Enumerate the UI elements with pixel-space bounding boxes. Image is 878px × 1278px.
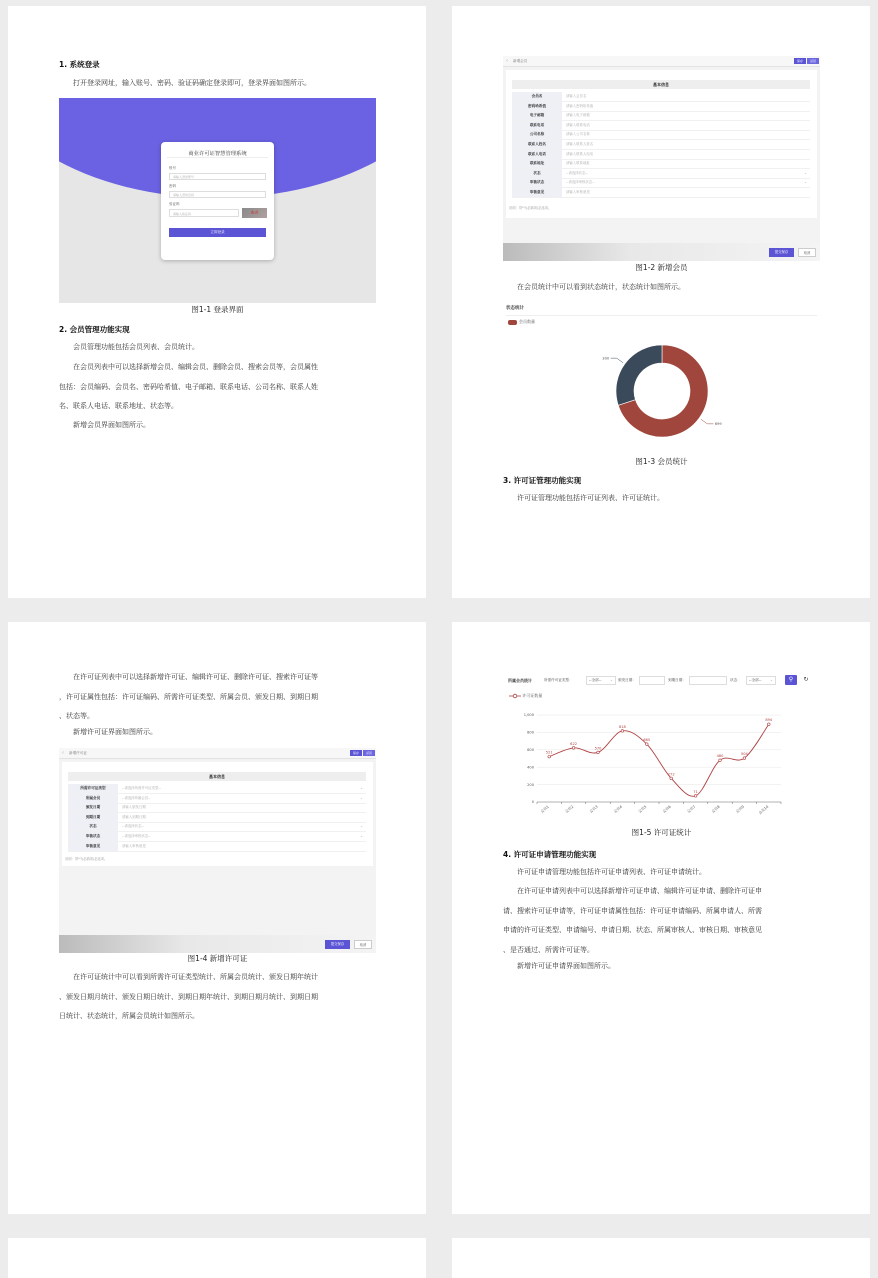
section-4-text-3: 新增许可证申请界面如图所示。 bbox=[517, 962, 615, 970]
data-label: 521 bbox=[545, 750, 553, 755]
field-select[interactable]: --请选择审核状态-- ⌄ bbox=[118, 832, 366, 841]
field-input[interactable]: 请输入联系地址 bbox=[566, 161, 590, 166]
x-tick-label: 会员5 bbox=[637, 804, 648, 814]
data-label: 818 bbox=[618, 724, 626, 729]
form-row bbox=[512, 130, 810, 140]
field-input[interactable]: 请输入颁发日期 bbox=[122, 805, 146, 810]
account-label: 账号 bbox=[169, 166, 176, 170]
field-label: 会员名 bbox=[512, 92, 562, 101]
data-label: 504 bbox=[740, 752, 748, 757]
section-3-text: 许可证管理功能包括许可证列表、许可证统计。 bbox=[517, 494, 664, 502]
form-row bbox=[512, 159, 810, 169]
section-2-text-1: 会员管理功能包括会员列表、会员统计。 bbox=[73, 343, 199, 351]
data-label: 622 bbox=[570, 741, 578, 746]
field-label: 联系地址 bbox=[512, 159, 562, 168]
field-label: 联系人姓名 bbox=[512, 140, 562, 149]
filter-expire-label: 到期日期： bbox=[668, 678, 686, 682]
chevron-down-icon: ⌄ bbox=[804, 170, 807, 175]
cancel-button[interactable]: 取消 bbox=[354, 940, 372, 949]
form-row bbox=[68, 822, 366, 832]
field-label: 到期日期 bbox=[68, 813, 118, 822]
section-2-text-3: 新增会员界面如图所示。 bbox=[73, 421, 150, 429]
field-input[interactable]: 请输入密码哈希值 bbox=[566, 103, 594, 108]
x-tick-label: 会员4 bbox=[613, 804, 624, 814]
line-legend: 许可证数量 bbox=[509, 693, 542, 699]
topbar-save-button[interactable]: 保存 bbox=[350, 750, 362, 756]
series-line bbox=[549, 724, 769, 796]
field-label: 电子邮箱 bbox=[512, 111, 562, 120]
form-row bbox=[68, 803, 366, 813]
field-input[interactable]: 请输入审核意见 bbox=[566, 190, 590, 194]
pie-label-line bbox=[701, 419, 713, 424]
field-select[interactable]: --请选择状态-- ⌄ bbox=[118, 822, 366, 831]
refresh-icon[interactable]: ↻ bbox=[803, 676, 809, 683]
x-tick-label: 会员6 bbox=[662, 804, 672, 814]
data-point bbox=[597, 751, 600, 754]
field-input[interactable]: 请输入联系电话 bbox=[566, 122, 590, 127]
figure-1-2-caption: 图1-2 新增会员 bbox=[635, 263, 688, 272]
topbar-back-button[interactable]: 返回 bbox=[363, 750, 375, 756]
add-license-intro: 新增许可证界面如图所示。 bbox=[73, 728, 157, 736]
x-tick-label: 会员2 bbox=[564, 804, 575, 814]
member-form-panel bbox=[506, 70, 817, 218]
x-tick-label: 会员7 bbox=[686, 804, 697, 814]
chart-heading: 状态统计 bbox=[506, 306, 524, 311]
field-label: 联系电话 bbox=[512, 121, 562, 130]
add-license-topbar: ‹ 新增许可证 保存 返回 bbox=[59, 748, 376, 759]
license-list-text: 在许可证列表中可以选择新增许可证、编辑许可证、删除许可证、搜索许可证等 ，许可证属性包括：许可证编码、所需许可证类型、所属会员、颁发日期、到期日期 、状态等。 bbox=[59, 673, 318, 720]
member-stats-intro: 在会员统计中可以看到状态统计，状态统计如图所示。 bbox=[517, 283, 685, 291]
x-tick-label: 会员8 bbox=[710, 804, 721, 814]
form-row bbox=[512, 169, 810, 179]
form-row bbox=[68, 813, 366, 823]
field-label: 密码哈希值 bbox=[512, 102, 562, 111]
data-point bbox=[646, 743, 649, 746]
form-row bbox=[68, 794, 366, 804]
password-label: 密码 bbox=[169, 184, 176, 188]
form-hint: 说明：带*为必填项/必选项。 bbox=[65, 857, 108, 861]
y-tick-label: 0 bbox=[531, 800, 534, 805]
y-tick-label: 800 bbox=[527, 730, 534, 735]
pie-data-label: 300 bbox=[602, 356, 610, 361]
field-input[interactable]: 请输入电子邮箱 bbox=[566, 113, 590, 118]
field-label: 审核意见 bbox=[512, 188, 562, 197]
captcha-image[interactable]: 4nX bbox=[242, 208, 267, 218]
field-label: 颁发日期 bbox=[68, 803, 118, 812]
login-system-title: 商业许可证智慧管理系统 bbox=[188, 151, 247, 157]
form-row bbox=[512, 140, 810, 150]
section-4-text-2: 在许可证申请列表中可以选择新增许可证申请、编辑许可证申请、删除许可证申 请、搜索许可证申请等，许可证申请属性包括：许可证申请编码、所属申请人、所需 申请的许可证类型、申请编号、申请日期、状态、所属审核人、审核日期、审核意见 、是否通过、所需许可证等。 bbox=[503, 887, 762, 954]
captcha-input[interactable]: 请输入验证码 bbox=[169, 209, 239, 217]
line-chart bbox=[503, 672, 820, 827]
field-select[interactable]: --请选择状态-- ⌄ bbox=[562, 169, 810, 178]
y-tick-label: 1,000 bbox=[523, 713, 534, 718]
document-page-2 bbox=[452, 6, 870, 598]
form-row bbox=[512, 121, 810, 131]
data-point bbox=[768, 723, 771, 726]
chevron-down-icon: ⌄ bbox=[609, 678, 613, 682]
document-page-1 bbox=[8, 6, 426, 598]
form-row bbox=[512, 178, 810, 188]
form-row bbox=[512, 188, 810, 198]
field-select[interactable]: --请选择审核状态-- ⌄ bbox=[562, 178, 810, 187]
license-form-panel bbox=[62, 762, 373, 866]
field-input[interactable]: 请输入联系人电话 bbox=[566, 151, 594, 156]
filter-issue-label: 颁发日期： bbox=[618, 678, 636, 682]
topbar-back-button[interactable]: 返回 bbox=[807, 58, 819, 64]
data-label: 570 bbox=[594, 746, 602, 751]
field-input[interactable]: 请输入联系人姓名 bbox=[566, 142, 594, 146]
submit-save-button[interactable]: 提交保存 bbox=[769, 248, 794, 257]
form-hint: 说明：带*为必填项/必选项。 bbox=[509, 206, 552, 210]
document-page-3 bbox=[8, 622, 426, 1214]
section-4-heading: 4. 许可证申请管理功能实现 bbox=[503, 850, 597, 859]
password-input[interactable]: 请输入登录密码 bbox=[169, 191, 266, 198]
data-label: 71 bbox=[693, 789, 698, 794]
filter-type-select[interactable]: --全部-- ⌄ bbox=[586, 676, 616, 685]
field-label: 公司名称 bbox=[512, 130, 562, 139]
field-input[interactable]: 请输入公司名称 bbox=[566, 132, 590, 137]
captcha-label: 验证码 bbox=[169, 202, 180, 206]
data-point bbox=[572, 747, 575, 750]
data-label: 272 bbox=[667, 772, 675, 777]
login-button[interactable]: 立即登录 bbox=[169, 228, 266, 237]
field-label: 所属会员 bbox=[68, 794, 118, 803]
form-row bbox=[68, 832, 366, 842]
field-input[interactable]: 请输入会员名 bbox=[566, 94, 587, 98]
section-2-text-2: 在会员列表中可以选择新增会员、编辑会员、删除会员、搜索会员等，会员属性 包括：会员编码、会员名、密码哈希值、电子邮箱、联系电话、公司名称、联系人姓 名、联系人电话、联系地址、状态等。 bbox=[59, 363, 318, 410]
form-row bbox=[68, 842, 366, 852]
back-arrow-icon[interactable]: ‹ bbox=[62, 750, 64, 756]
field-input[interactable]: 请输入到期日期 bbox=[122, 814, 146, 819]
filter-type-label: 所需许可证类型： bbox=[544, 678, 573, 682]
license-stats-screenshot bbox=[503, 672, 820, 827]
pie-data-label: 699 bbox=[714, 422, 722, 427]
data-point bbox=[670, 777, 673, 780]
figure-1-1-caption: 图1-1 登录界面 bbox=[191, 305, 244, 314]
x-tick-label: 会员10 bbox=[757, 804, 770, 816]
section-2-heading: 2. 会员管理功能实现 bbox=[59, 325, 130, 334]
document-page-5 bbox=[8, 1238, 426, 1278]
form-row bbox=[512, 111, 810, 121]
chevron-down-icon: ⌄ bbox=[360, 834, 363, 838]
cancel-button[interactable]: 取消 bbox=[798, 248, 816, 257]
chevron-down-icon: ⌄ bbox=[360, 786, 363, 790]
data-point bbox=[719, 759, 722, 762]
data-label: 665 bbox=[643, 738, 651, 743]
filter-title: 所属会员统计 bbox=[508, 678, 532, 683]
license-stats-text: 在许可证统计中可以看到所需许可证类型统计、所属会员统计、颁发日期年统计 、颁发日期月统计、颁发日期日统计、到期日期年统计、到期日期月统计、到期日期 日统计、状态统计，所属会员统计如图所示。 bbox=[59, 973, 318, 1020]
field-label: 所需许可证类型 bbox=[68, 784, 118, 793]
form-row bbox=[68, 784, 366, 794]
data-point bbox=[548, 755, 551, 758]
data-label: 894 bbox=[765, 718, 773, 723]
add-member-screenshot bbox=[503, 56, 820, 261]
section-1-heading: 1. 系统登录 bbox=[59, 60, 100, 69]
filter-status-select[interactable]: --全部-- ⌄ bbox=[746, 676, 776, 685]
back-arrow-icon[interactable]: ‹ bbox=[506, 58, 508, 64]
form-row bbox=[512, 150, 810, 160]
figure-1-3-caption: 图1-3 会员统计 bbox=[635, 457, 688, 466]
filter-status-label: 状态： bbox=[730, 678, 741, 682]
y-tick-label: 600 bbox=[527, 748, 534, 752]
data-point bbox=[743, 757, 746, 760]
field-input[interactable]: 请输入审核意见 bbox=[122, 843, 146, 848]
figure-1-4-caption: 图1-4 新增许可证 bbox=[187, 954, 248, 963]
section-1-text: 打开登录网址，输入账号、密码、验证码确定登录即可，登录界面如图所示。 bbox=[73, 79, 311, 87]
pie-slice bbox=[616, 345, 662, 405]
field-label: 审核状态 bbox=[68, 832, 118, 841]
x-tick-label: 会员9 bbox=[735, 804, 746, 814]
field-label: 审核状态 bbox=[512, 178, 562, 187]
submit-save-button[interactable]: 提交保存 bbox=[325, 940, 350, 949]
add-license-screenshot bbox=[59, 748, 376, 953]
section-3-heading: 3. 许可证管理功能实现 bbox=[503, 476, 582, 485]
chevron-down-icon: ⌄ bbox=[360, 824, 363, 829]
field-select[interactable]: --请选择所属会员-- ⌄ bbox=[118, 794, 366, 803]
pie-legend: 会员数量 bbox=[508, 319, 535, 325]
x-tick-label: 会员1 bbox=[540, 804, 550, 814]
y-tick-label: 400 bbox=[527, 765, 534, 770]
login-screenshot bbox=[59, 98, 376, 303]
chevron-down-icon: ⌄ bbox=[360, 795, 363, 800]
form-row bbox=[512, 102, 810, 112]
data-label: 480 bbox=[716, 754, 724, 759]
topbar-save-button[interactable]: 保存 bbox=[794, 58, 806, 64]
donut-chart bbox=[503, 303, 820, 453]
data-point bbox=[694, 795, 697, 798]
status-stats-chart bbox=[503, 303, 820, 453]
data-point bbox=[621, 730, 624, 733]
chevron-down-icon: ⌄ bbox=[804, 180, 807, 185]
document-page-6 bbox=[452, 1238, 870, 1278]
login-card bbox=[161, 142, 274, 260]
y-tick-label: 200 bbox=[527, 782, 534, 787]
section-4-text-1: 许可证申请管理功能包括许可证申请列表、许可证申请统计。 bbox=[517, 868, 706, 876]
field-label: 联系人电话 bbox=[512, 150, 562, 159]
chevron-down-icon: ⌄ bbox=[769, 678, 773, 682]
add-member-topbar: ‹ 新增会员 保存 返回 bbox=[503, 56, 820, 67]
panel-title: 基本信息 bbox=[68, 772, 366, 781]
figure-1-5-caption: 图1-5 许可证统计 bbox=[631, 828, 692, 837]
document-page-4 bbox=[452, 622, 870, 1214]
panel-title: 基本信息 bbox=[512, 80, 810, 89]
field-label: 状态 bbox=[68, 822, 118, 831]
field-label: 审核意见 bbox=[68, 842, 118, 851]
account-input[interactable]: 请输入登录账号 bbox=[169, 173, 266, 180]
field-select[interactable]: --请选择所需许可证类型-- ⌄ bbox=[118, 784, 366, 793]
x-tick-label: 会员3 bbox=[588, 804, 599, 814]
pie-label-line bbox=[611, 358, 623, 363]
search-icon[interactable]: ⚲ bbox=[785, 675, 797, 685]
form-row bbox=[512, 92, 810, 102]
field-label: 状态 bbox=[512, 169, 562, 178]
